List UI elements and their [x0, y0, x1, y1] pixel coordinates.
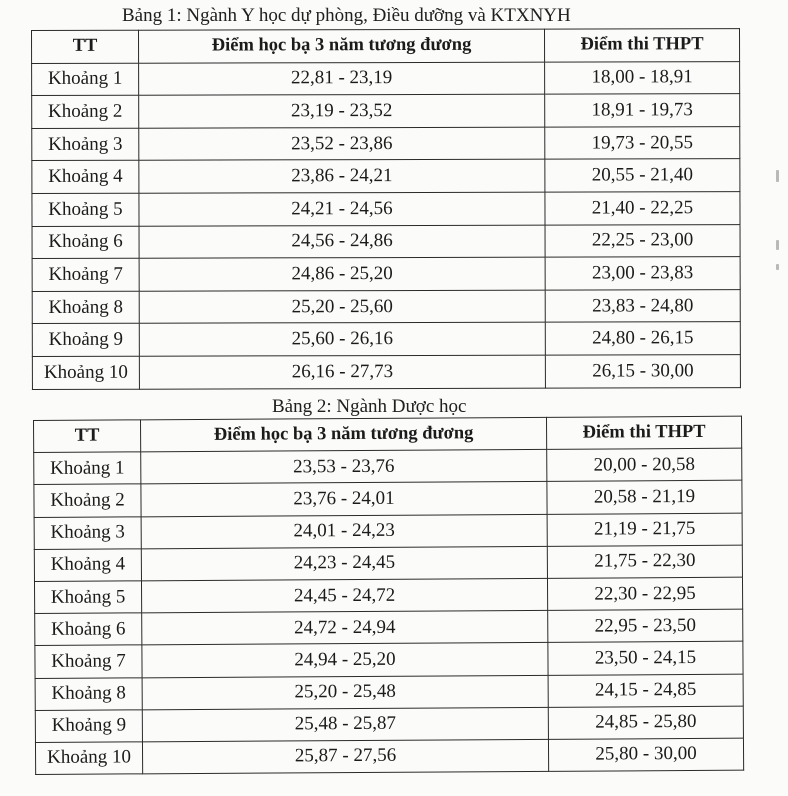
hoc-ba-range-cell: 23,19 - 23,52 [139, 94, 545, 128]
table1-caption: Bảng 1: Ngành Y học dự phòng, Điều dưỡng và KTXNYH [122, 5, 571, 26]
table-row [35, 609, 743, 646]
thpt-range-cell: 23,00 - 23,83 [545, 257, 740, 290]
hoc-ba-range-cell: 24,72 - 24,94 [142, 610, 548, 645]
table2-body [34, 448, 744, 774]
hoc-ba-range-cell: 24,21 - 24,56 [139, 192, 545, 226]
hoc-ba-range-cell: 25,20 - 25,60 [139, 290, 545, 324]
range-label-cell: Khoảng 5 [32, 193, 139, 226]
hoc-ba-range-cell: 24,56 - 24,86 [139, 225, 545, 259]
range-label-cell: Khoảng 8 [32, 291, 139, 324]
table1-score-conversion [31, 28, 741, 389]
thpt-range-cell: 20,00 - 20,58 [547, 448, 742, 481]
hoc-ba-range-cell: 23,76 - 24,01 [141, 482, 547, 517]
range-label-cell: Khoảng 7 [35, 645, 142, 678]
thpt-range-cell: 18,91 - 19,73 [545, 94, 740, 127]
table-row [35, 641, 743, 678]
range-label-cell: Khoảng 1 [32, 63, 139, 96]
hoc-ba-range-cell: 24,86 - 25,20 [139, 257, 545, 291]
hoc-ba-range-cell: 25,48 - 25,87 [142, 707, 548, 742]
hoc-ba-range-cell: 23,52 - 23,86 [139, 127, 545, 161]
table-row [34, 545, 742, 582]
table-row [32, 257, 740, 291]
thpt-range-cell: 22,95 - 23,50 [548, 609, 743, 642]
thpt-range-cell: 18,00 - 18,91 [545, 61, 740, 94]
table-row [35, 674, 743, 711]
thpt-range-cell: 24,15 - 24,85 [548, 674, 743, 707]
table1-header-hoc-ba: Điểm học bạ 3 năm tương đương [139, 29, 545, 63]
table2-caption: Bảng 2: Ngành Dược học [272, 396, 467, 417]
scan-artifact [776, 240, 779, 250]
range-label-cell: Khoảng 10 [35, 742, 142, 775]
range-label-cell: Khoảng 2 [34, 484, 141, 517]
table-row [32, 224, 740, 258]
table2-header-thpt: Điểm thi THPT [546, 416, 741, 449]
table2-header-hoc-ba: Điểm học bạ 3 năm tương đương [141, 417, 547, 452]
table-row [32, 94, 740, 128]
hoc-ba-range-cell: 26,16 - 27,73 [139, 355, 545, 389]
scan-artifact [776, 264, 779, 270]
range-label-cell: Khoảng 2 [32, 95, 139, 128]
hoc-ba-range-cell: 25,87 - 27,56 [142, 739, 548, 774]
range-label-cell: Khoảng 6 [32, 226, 139, 259]
thpt-range-cell: 24,80 - 26,15 [545, 322, 740, 355]
range-label-cell: Khoảng 3 [34, 516, 141, 549]
range-label-cell: Khoảng 9 [35, 710, 142, 743]
range-label-cell: Khoảng 6 [35, 613, 142, 646]
thpt-range-cell: 22,25 - 23,00 [545, 224, 740, 257]
range-label-cell: Khoảng 4 [32, 161, 139, 194]
table-row [34, 448, 742, 485]
table-row [35, 738, 743, 775]
thpt-range-cell: 21,40 - 22,25 [545, 192, 740, 225]
thpt-range-cell: 20,55 - 21,40 [545, 159, 740, 192]
thpt-range-cell: 23,50 - 24,15 [548, 641, 743, 674]
thpt-range-cell: 24,85 - 25,80 [548, 706, 743, 739]
table-row [32, 159, 740, 193]
hoc-ba-range-cell: 25,20 - 25,48 [142, 675, 548, 710]
table-row [35, 706, 743, 743]
thpt-range-cell: 21,19 - 21,75 [547, 513, 742, 546]
range-label-cell: Khoảng 7 [32, 258, 139, 291]
hoc-ba-range-cell: 24,01 - 24,23 [141, 514, 547, 549]
table2-score-conversion [33, 416, 744, 775]
hoc-ba-range-cell: 25,60 - 26,16 [139, 322, 545, 356]
table-row [32, 192, 740, 226]
table-row [34, 577, 742, 614]
scan-artifact [776, 170, 779, 182]
hoc-ba-range-cell: 24,94 - 25,20 [142, 643, 548, 678]
hoc-ba-range-cell: 24,23 - 24,45 [141, 546, 547, 581]
range-label-cell: Khoảng 3 [32, 128, 139, 161]
range-label-cell: Khoảng 5 [34, 581, 141, 614]
range-label-cell: Khoảng 1 [34, 452, 141, 485]
table-row [34, 513, 742, 550]
range-label-cell: Khoảng 10 [32, 356, 139, 389]
hoc-ba-range-cell: 23,86 - 24,21 [139, 160, 545, 194]
table-row [34, 481, 742, 518]
table1-header-row [32, 29, 740, 63]
table-row [32, 61, 740, 95]
range-label-cell: Khoảng 4 [34, 549, 141, 582]
thpt-range-cell: 22,30 - 22,95 [547, 577, 742, 610]
table1-body [32, 61, 741, 389]
table-row [32, 322, 740, 356]
table-row [32, 289, 740, 323]
table-row [32, 355, 740, 389]
thpt-range-cell: 19,73 - 20,55 [545, 126, 740, 159]
hoc-ba-range-cell: 23,53 - 23,76 [141, 450, 547, 485]
range-label-cell: Khoảng 9 [32, 324, 139, 357]
hoc-ba-range-cell: 22,81 - 23,19 [139, 62, 545, 96]
table1-header-thpt: Điểm thi THPT [544, 29, 739, 62]
table2-header-tt: TT [34, 420, 141, 453]
thpt-range-cell: 20,58 - 21,19 [547, 481, 742, 514]
thpt-range-cell: 26,15 - 30,00 [545, 355, 740, 388]
hoc-ba-range-cell: 24,45 - 24,72 [141, 578, 547, 613]
table-row [32, 126, 740, 160]
thpt-range-cell: 23,83 - 24,80 [545, 289, 740, 322]
thpt-range-cell: 25,80 - 30,00 [548, 738, 743, 771]
table2-header-row [34, 416, 742, 453]
table1-header-tt: TT [32, 30, 139, 63]
range-label-cell: Khoảng 8 [35, 677, 142, 710]
thpt-range-cell: 21,75 - 22,30 [547, 545, 742, 578]
